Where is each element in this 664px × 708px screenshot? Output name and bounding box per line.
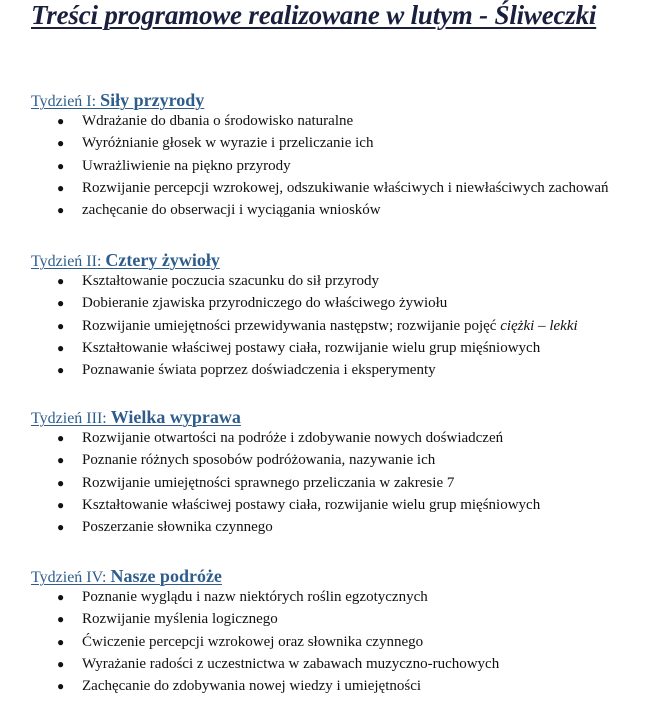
list-item <box>31 516 661 538</box>
document-title: Treści programowe realizowane w lutym - Śliweczki <box>31 0 597 30</box>
list-item-text: Rozwijanie percepcji wzrokowej, odszukiwanie właściwych i niewłaściwych zachowań <box>82 179 609 196</box>
list-item <box>31 472 661 494</box>
bullet-icon: ● <box>57 431 65 445</box>
bullet-icon: ● <box>57 340 65 355</box>
list-item <box>31 631 661 653</box>
list-item-text: Ćwiczenie percepcji wzrokowej oraz słownika czynnego <box>82 633 424 650</box>
list-item <box>31 675 661 697</box>
list-item <box>31 359 661 381</box>
list-item <box>31 653 661 675</box>
week-1-name: Siły przyrody <box>100 90 205 110</box>
week-1-section <box>31 88 661 221</box>
list-item-text: Poznanie różnych sposobów podróżowania, nazywanie ich <box>82 452 436 469</box>
list-item-text: Rozwijanie umiejętności przewidywania następstw; rozwijanie pojęć <box>82 317 501 334</box>
list-item <box>31 427 661 449</box>
week-3-name: Wielka wyprawa <box>110 407 241 427</box>
week-1-heading <box>31 88 661 110</box>
bullet-icon: ● <box>57 114 65 128</box>
list-item <box>31 608 661 630</box>
list-item-text: zachęcanie do obserwacji i wyciągania wniosków <box>82 202 381 219</box>
week-2-section <box>31 248 661 381</box>
list-item-text: Uwrażliwienie na piękno przyrody <box>82 157 291 174</box>
list-item <box>31 292 661 314</box>
list-item-text: Wyrażanie radości z uczestnictwa w zabawach muzyczno-ruchowych <box>82 655 500 672</box>
list-item <box>31 155 661 177</box>
list-item-text: Zachęcanie do zdobywania nowej wiedzy i umiejętności <box>82 678 422 695</box>
bullet-icon: ● <box>57 296 65 311</box>
bullet-icon: ● <box>57 634 65 649</box>
week-3-section <box>31 405 661 538</box>
list-item <box>31 449 661 471</box>
bullet-icon: ● <box>57 612 65 627</box>
bullet-icon: ● <box>57 520 65 535</box>
bullet-icon: ● <box>57 475 65 490</box>
list-item <box>31 177 661 199</box>
list-item <box>31 199 661 221</box>
list-item <box>31 494 661 516</box>
list-item-text: Rozwijanie myślenia logicznego <box>82 611 278 628</box>
week-3-prefix: Tydzień III: <box>31 410 111 427</box>
list-item <box>31 337 661 359</box>
list-item-text: Kształtowanie właściwej postawy ciała, rozwijanie wielu grup mięśniowych <box>82 496 541 513</box>
bullet-icon: ● <box>57 136 65 151</box>
bullet-icon: ● <box>57 590 65 604</box>
week-3-heading <box>31 405 661 427</box>
list-item <box>31 315 661 337</box>
bullet-icon: ● <box>57 318 65 333</box>
week-1-prefix: Tydzień I: <box>31 93 101 110</box>
week-2-name: Cztery żywioły <box>105 250 220 270</box>
week-2-list <box>31 270 661 381</box>
list-item <box>31 270 661 292</box>
list-item-text: Rozwijanie umiejętności sprawnego przeliczania w zakresie 7 <box>82 474 455 491</box>
bullet-icon: ● <box>57 203 65 218</box>
list-item-text: Kształtowanie poczucia szacunku do sił przyrody <box>82 273 379 289</box>
list-item <box>31 110 661 132</box>
bullet-icon: ● <box>57 497 65 512</box>
list-item-text: Wdrażanie do dbania o środowisko naturalne <box>82 113 354 129</box>
bullet-icon: ● <box>57 363 65 378</box>
list-item <box>31 132 661 154</box>
list-item-emphasis: ciężki – lekki <box>500 317 578 334</box>
bullet-icon: ● <box>57 679 65 694</box>
bullet-icon: ● <box>57 180 65 195</box>
week-1-list <box>31 110 661 221</box>
list-item-text: Poznawanie świata poprzez doświadczenia i eksperymenty <box>82 362 436 379</box>
week-4-name: Nasze podróże <box>110 566 222 586</box>
week-4-heading <box>31 564 661 586</box>
week-4-list <box>31 586 661 697</box>
week-4-prefix: Tydzień IV: <box>31 569 111 586</box>
list-item-text: Kształtowanie właściwej postawy ciała, rozwijanie wielu grup mięśniowych <box>82 339 541 356</box>
bullet-icon: ● <box>57 274 65 288</box>
bullet-icon: ● <box>57 158 65 173</box>
week-3-list <box>31 427 661 538</box>
bullet-icon: ● <box>57 656 65 671</box>
week-2-heading <box>31 248 661 270</box>
week-4-section <box>31 564 661 697</box>
list-item-text: Wyróżnianie głosek w wyrazie i przeliczanie ich <box>82 135 374 152</box>
list-item-text: Rozwijanie otwartości na podróże i zdobywanie nowych doświadczeń <box>82 430 504 446</box>
list-item <box>31 586 661 608</box>
list-item-text: Poszerzanie słownika czynnego <box>82 519 273 536</box>
list-item-text: Poznanie wyglądu i nazw niektórych roślin egzotycznych <box>82 589 428 605</box>
week-2-prefix: Tydzień II: <box>31 253 106 270</box>
bullet-icon: ● <box>57 453 65 468</box>
list-item-text: Dobieranie zjawiska przyrodniczego do właściwego żywiołu <box>82 295 448 312</box>
